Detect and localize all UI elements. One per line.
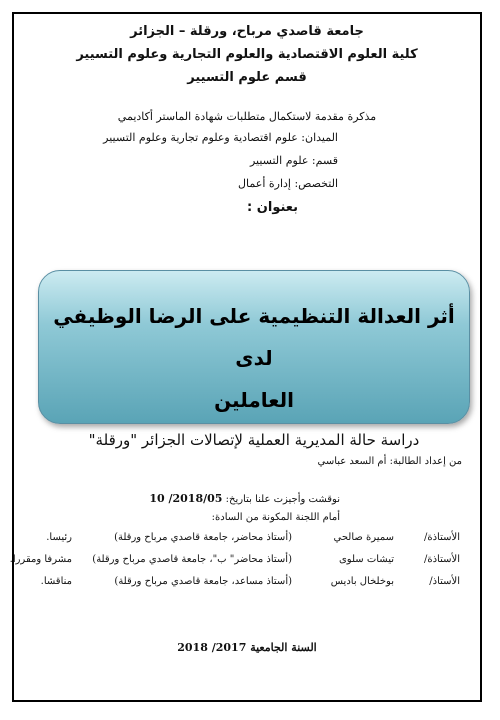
thesis-title-line1: أثر العدالة التنظيمية على الرضا الوظيفي لدى <box>53 304 455 370</box>
committee-list <box>9 532 460 598</box>
university-name: جامعة قاصدي مرباح، ورقلة – الجزائر <box>130 24 364 39</box>
committee-heading: أمام اللجنة المكونة من السادة: <box>211 512 340 523</box>
member-title: الأستاذة/ <box>424 554 460 565</box>
thesis-subtitle: دراسة حالة المديرية العملية لإتصالات الجزائر "ورقلة" <box>88 431 420 449</box>
thesis-title-box <box>38 270 470 449</box>
thesis-title <box>39 295 469 421</box>
member-role: رئيسا. <box>46 532 72 543</box>
header <box>14 24 480 93</box>
member-description: (أستاذ محاضر، جامعة قاصدي مرباح ورقلة) <box>114 532 292 543</box>
specialty-line: التخصص: إدارة أعمال <box>238 177 338 190</box>
faculty-name: كلية العلوم الاقتصادية والعلوم التجارية وعلوم التسيير <box>76 47 418 62</box>
member-description: (أستاذ مساعد، جامعة قاصدي مرباح ورقلة) <box>114 576 292 587</box>
defense-line <box>149 492 340 505</box>
defense-date: 2018/05/ 10 <box>149 492 223 505</box>
defense-label: نوقشت وأجيزت علنا بتاريخ: <box>225 494 340 505</box>
department-name: قسم علوم التسيير <box>187 70 307 85</box>
academic-year: السنة الجامعية 2017/ 2018 <box>177 641 317 654</box>
member-name: سميرة صالحي <box>333 532 394 543</box>
member-description: (أستاذ محاضر" ب"، جامعة قاصدي مرباح ورقلة) <box>92 554 292 565</box>
thesis-title-line2: العاملين <box>214 388 294 412</box>
member-title: الأستاذة/ <box>424 532 460 543</box>
memoir-info <box>26 110 468 215</box>
committee-member <box>9 554 460 565</box>
prepared-by: من إعداد الطالبة: أم السعد عباسي <box>317 456 462 467</box>
field-line: الميدان: علوم اقتصادية وعلوم تجارية وعلوم التسيير <box>103 131 338 144</box>
member-name: تيشات سلوى <box>338 554 394 565</box>
member-role: مشرفا ومقررا. <box>9 554 72 565</box>
section-line: قسم: علوم التسيير <box>249 154 338 167</box>
member-name: بوخلخال باديس <box>330 576 394 587</box>
page-frame <box>9 12 482 702</box>
member-role: مناقشا. <box>40 576 72 587</box>
committee-member <box>20 532 460 543</box>
member-title: الأستاذ/ <box>429 576 460 587</box>
title-label: بعنوان : <box>247 200 298 215</box>
committee-member <box>20 576 460 587</box>
memoir-statement: مذكرة مقدمة لاستكمال متطلبات شهادة الماستر أكاديمي <box>117 110 377 123</box>
